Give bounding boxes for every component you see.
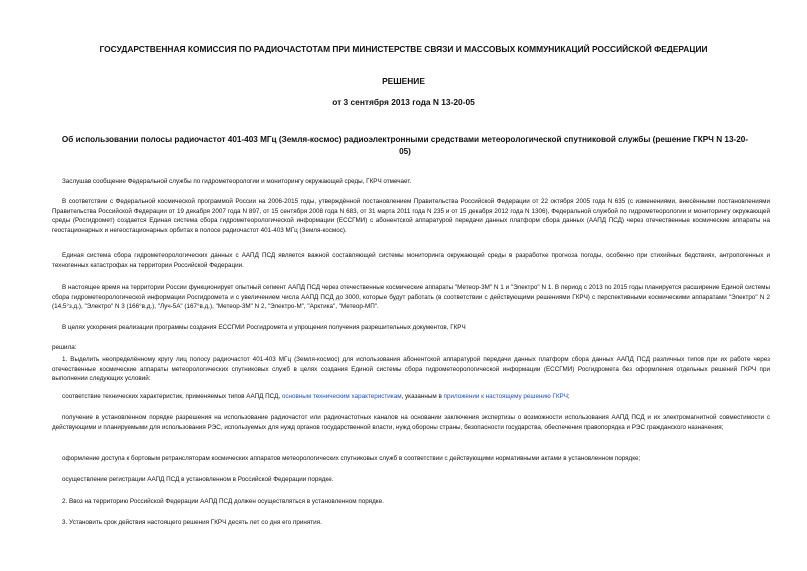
condition-registration: осуществление регистрации ААПД ПСД в установленном в Российской Федерации порядке. [62,476,334,483]
paragraph-unified-system: Единая система сбора гидрометеорологических данных с ААПД ПСД является важной составляющей системы мониторинга окружающей среды в разработке прогноза погоды, особенно при стихийных бедствиях, антропогенных и техногенных катастрофах на территории Российской Федерации. [52,252,770,269]
condition-technical-text-a: соответствие технических характеристик, применяемых типов ААПД ПСД, [62,393,282,400]
decision-item-2: 2. Ввоз на территорию Российской Федерации ААПД ПСД должен осуществляться в установленном порядке. [62,498,384,505]
appendix-link[interactable]: приложении к настоящему решению ГКРЧ [443,393,568,400]
paragraph-purpose: В целях ускорения реализации программы создания ЕССГМИ Росгидромета и упрощения получения разрешительных документов, ГКРЧ [62,324,466,331]
condition-access: оформление доступа к бортовым ретрансляторам космических аппаратов метеорологических спутниковых служб в соответствии с действующими нормативными актами в установленном порядке; [62,455,641,462]
condition-technical [52,392,770,402]
decision-item-3: 3. Установить срок действия настоящего решения ГКРЧ десять лет со дня его принятия. [62,519,322,526]
decided-label: решила: [52,344,77,351]
paragraph-current-segment: В настоящее время на территории России функционирует опытный сегмент ААПД ПСД через отечественные космические аппараты "Метеор-3М" N 1 и "Электро" N 1. В период с 2013 по 2015 годы планируется расширение Единой системы сбора гидрометеорологической информации Росгидромета и с увеличением числа ААПД ПСД до 3000, которые будут работать (в соответствии с действующими решениями ГКРЧ) с перспективными космическими аппаратами "Электро" N 2 (14,5°з.д.), "Электро" N 3 (166°в.д.), "Луч-5А" (167°в.д.), "Метеор-3М" N 2, "Электро-М", "Арктика", "Метеор-МП". [52,284,770,311]
document-type: РЕШЕНИЕ [382,76,425,86]
document-date: от 3 сентября 2013 года N 13-20-05 [332,97,475,107]
condition-permission: получение в установленном порядке разрешения на использование радиочастот или радиочастотных каналов на основании заключения экспертизы о возможности использования ААПД ПСД и их электромагнитной совместимости с действующими и планируемыми для использования РЭС, используемых для нужд органов государственной власти, нужд обороны страны, безопасности государства, обеспечения правопорядка и РЭС гражданского назначения; [52,414,770,431]
paragraph-program: В соответствии с Федеральной космической программой России на 2006-2015 годы, утверждённой постановлением Правительства Российской Федерации от 22 октября 2005 года N 635 (с изменениями, внесёнными постановлениями Правительства Российской Федерации от 19 декабря 2007 года N 897, от 15 сентября 2008 года N 683, от 31 марта 2011 года N 235 и от 15 декабря 2012 года N 1306), Федеральной службой по гидрометеорологии и мониторингу окружающей среды (Росгидромет) создается Единая система сбора гидрометеорологической информации (ЕССГМИ) с абонентской аппаратурой передачи данных платформ сбора данных (ААПД ПСД) через отечественные космические аппараты на геостационарных и негеостационарных орбитах в полосе радиочастот 401-403 МГц (Земля-космос). [52,198,770,234]
condition-technical-text-c: ; [567,393,570,400]
document-subject: Об использовании полосы радиочастот 401-403 МГц (Земля-космос) радиоэлектронными средствами метеорологической спутниковой службы (решение ГКРЧ N 13-20-05) [61,135,749,156]
condition-technical-text-b: , указанным в [401,393,444,400]
paragraph-intro: Заслушав сообщение Федеральной службы по гидрометеорологии и мониторингу окружающей среды, ГКРЧ отмечает. [62,178,412,185]
decision-item-1: 1. Выделить неопределённому кругу лиц полосу радиочастот 401-403 МГц (Земля-космос) для использования абонентской аппаратурой передачи данных платформ сбора данных ААПД ПСД различных типов при их работе через отечественные космические аппараты метеорологических спутниковых служб в целях создания Единой системы сбора гидрометеорологической информации (ЕССГМИ) Росгидромета без оформления отдельных решений ГКРЧ при выполнении следующих условий: [52,356,770,383]
technical-characteristics-link[interactable]: основным техническим характеристикам [281,393,402,400]
commission-title: ГОСУДАРСТВЕННАЯ КОМИССИЯ ПО РАДИОЧАСТОТАМ ПРИ МИНИСТЕРСТВЕ СВЯЗИ И МАССОВЫХ КОММУНИКАЦИЙ РОССИЙСКОЙ ФЕДЕРАЦИИ [99,44,708,54]
